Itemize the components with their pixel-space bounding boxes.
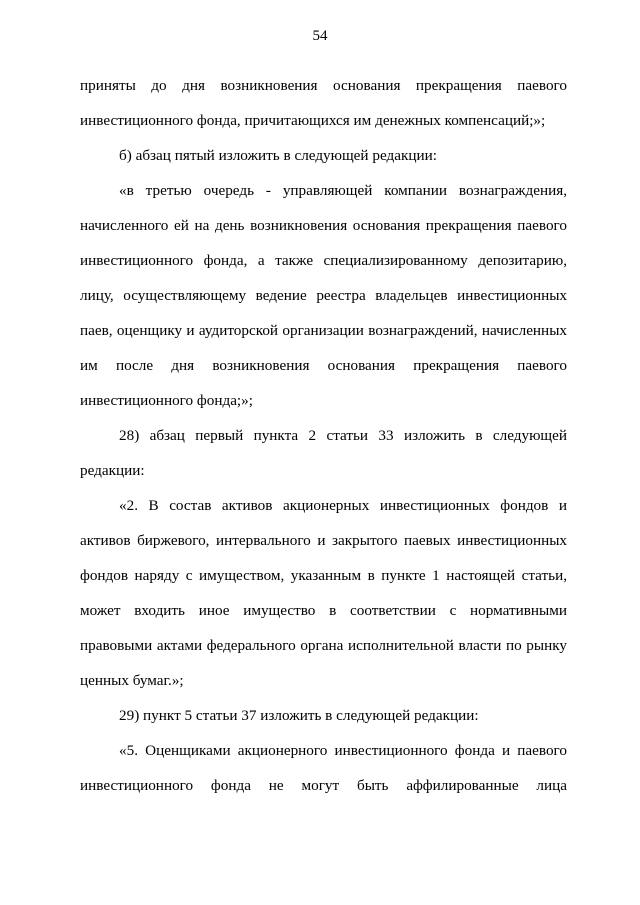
text-line: начисленного ей на день возникновения основания прекращения паевого [80, 217, 567, 234]
text-line: 29) пункт 5 статьи 37 изложить в следующей редакции: [119, 707, 479, 724]
page-number: 54 [312, 28, 328, 44]
text-line: б) абзац пятый изложить в следующей редакции: [119, 147, 437, 164]
text-line: «5. Оценщиками акционерного инвестиционного фонда и паевого [119, 742, 567, 759]
text-line: инвестиционного фонда, а также специализированному депозитарию, [80, 252, 567, 269]
text-line: ценных бумаг.»; [80, 672, 184, 689]
text-line: редакции: [80, 462, 145, 479]
text-line: 28) абзац первый пункта 2 статьи 33 изложить в следующей [119, 427, 567, 444]
text-line: инвестиционного фонда не могут быть аффилированные лица [80, 777, 567, 794]
text-line: лицу, осуществляющему ведение реестра владельцев инвестиционных [80, 287, 567, 304]
text-line: паев, оценщику и аудиторской организации вознаграждений, начисленных [80, 322, 567, 339]
text-line: «в третью очередь - управляющей компании вознаграждения, [119, 182, 567, 199]
text-line: правовыми актами федерального органа исполнительной власти по рынку [80, 637, 567, 654]
text-line: инвестиционного фонда, причитающихся им денежных компенсаций;»; [80, 112, 546, 129]
text-line: может входить иное имущество в соответствии с нормативными [80, 602, 567, 619]
text-line: фондов наряду с имуществом, указанным в пункте 1 настоящей статьи, [80, 567, 567, 584]
text-line: активов биржевого, интервального и закрытого паевых инвестиционных [80, 532, 567, 549]
text-line: инвестиционного фонда;»; [80, 392, 253, 409]
text-line: «2. В состав активов акционерных инвестиционных фондов и [119, 497, 567, 514]
text-line: приняты до дня возникновения основания прекращения паевого [80, 77, 567, 94]
text-line: им после дня возникновения основания прекращения паевого [80, 357, 567, 374]
